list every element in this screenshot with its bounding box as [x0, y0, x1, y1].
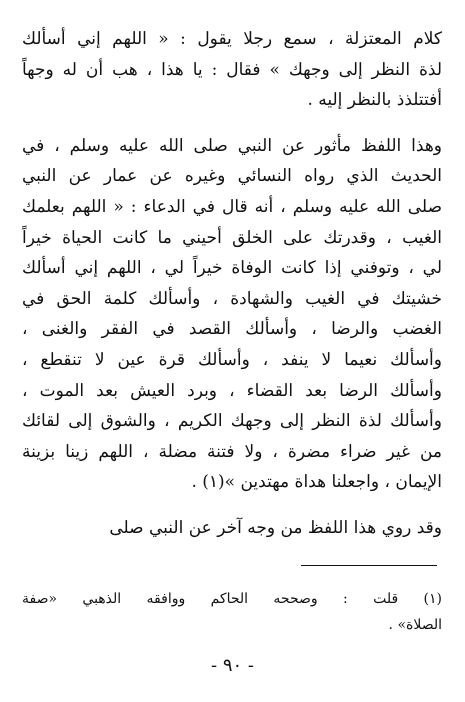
text-line: وأسألك الرضا بعد القضاء ، وبرد العيش بعد الموت ،	[22, 380, 442, 401]
text-line: لي ، وتوفني إذا كانت الوفاة خيراً لي ، اللهم إني أسألك	[22, 258, 442, 279]
text-line: وهذا اللفظ مأثور عن النبي صلى الله عليه وسلم ، في	[22, 135, 442, 156]
text-line: وأسألك لذة النظر إلى وجهك الكريم ، والشوق إلى لقائك	[22, 411, 442, 432]
paragraph-2	[22, 131, 442, 498]
text-line: كلام المعتزلة ، سمع رجلا يقول : « اللهم إني أسألك	[22, 29, 442, 49]
text-line: وقد روي هذا اللفظ من وجه آخر عن النبي صلى	[109, 517, 442, 538]
paragraph-1	[22, 24, 442, 116]
paragraph-gap	[22, 116, 442, 131]
text-line: خشيتك في الغيب والشهادة ، وأسألك كلمة الحق في	[22, 288, 442, 309]
text-line: الإيمان ، واجعلنا هداة مهتدين »(١) .	[191, 472, 442, 493]
footnote-line: الصلاة» .	[388, 617, 442, 633]
paragraph-gap	[22, 498, 442, 513]
footnote-separator	[301, 565, 437, 566]
page-number: - ٩٠ -	[211, 655, 254, 676]
text-line: من غير ضراء مضرة ، ولا فتنة مضلة ، اللهم زينا بزينة	[22, 441, 442, 462]
text-line: الغيب ، وقدرتك على الخلق أحيني ما كانت الحياة خيراً	[22, 227, 442, 248]
text-line: وأسألك نعيما لا ينفد ، وأسألك قرة عين لا تنقطع ،	[22, 349, 442, 370]
paragraph-3	[22, 513, 442, 544]
text-line: الحديث الذي رواه النسائي وغيره عن عمار عن النبي	[22, 166, 442, 187]
text-line: لذة النظر إلى وجهك » فقال : يا هذا ، هب أن له وجهاً	[22, 59, 442, 80]
text-line: الغضب والرضا ، وأسألك القصد في الفقر والغنى ،	[22, 319, 442, 340]
main-text	[22, 24, 442, 544]
text-line: أفتتلذذ بالنظر إليه .	[307, 90, 442, 111]
footnote-line: (١) قلت : وصححه الحاكم ووافقه الذهبي «صفة	[22, 591, 442, 607]
text-line: صلى الله عليه وسلم ، أنه قال في الدعاء : « اللهم بعلمك	[22, 196, 442, 217]
footnote	[22, 586, 442, 638]
